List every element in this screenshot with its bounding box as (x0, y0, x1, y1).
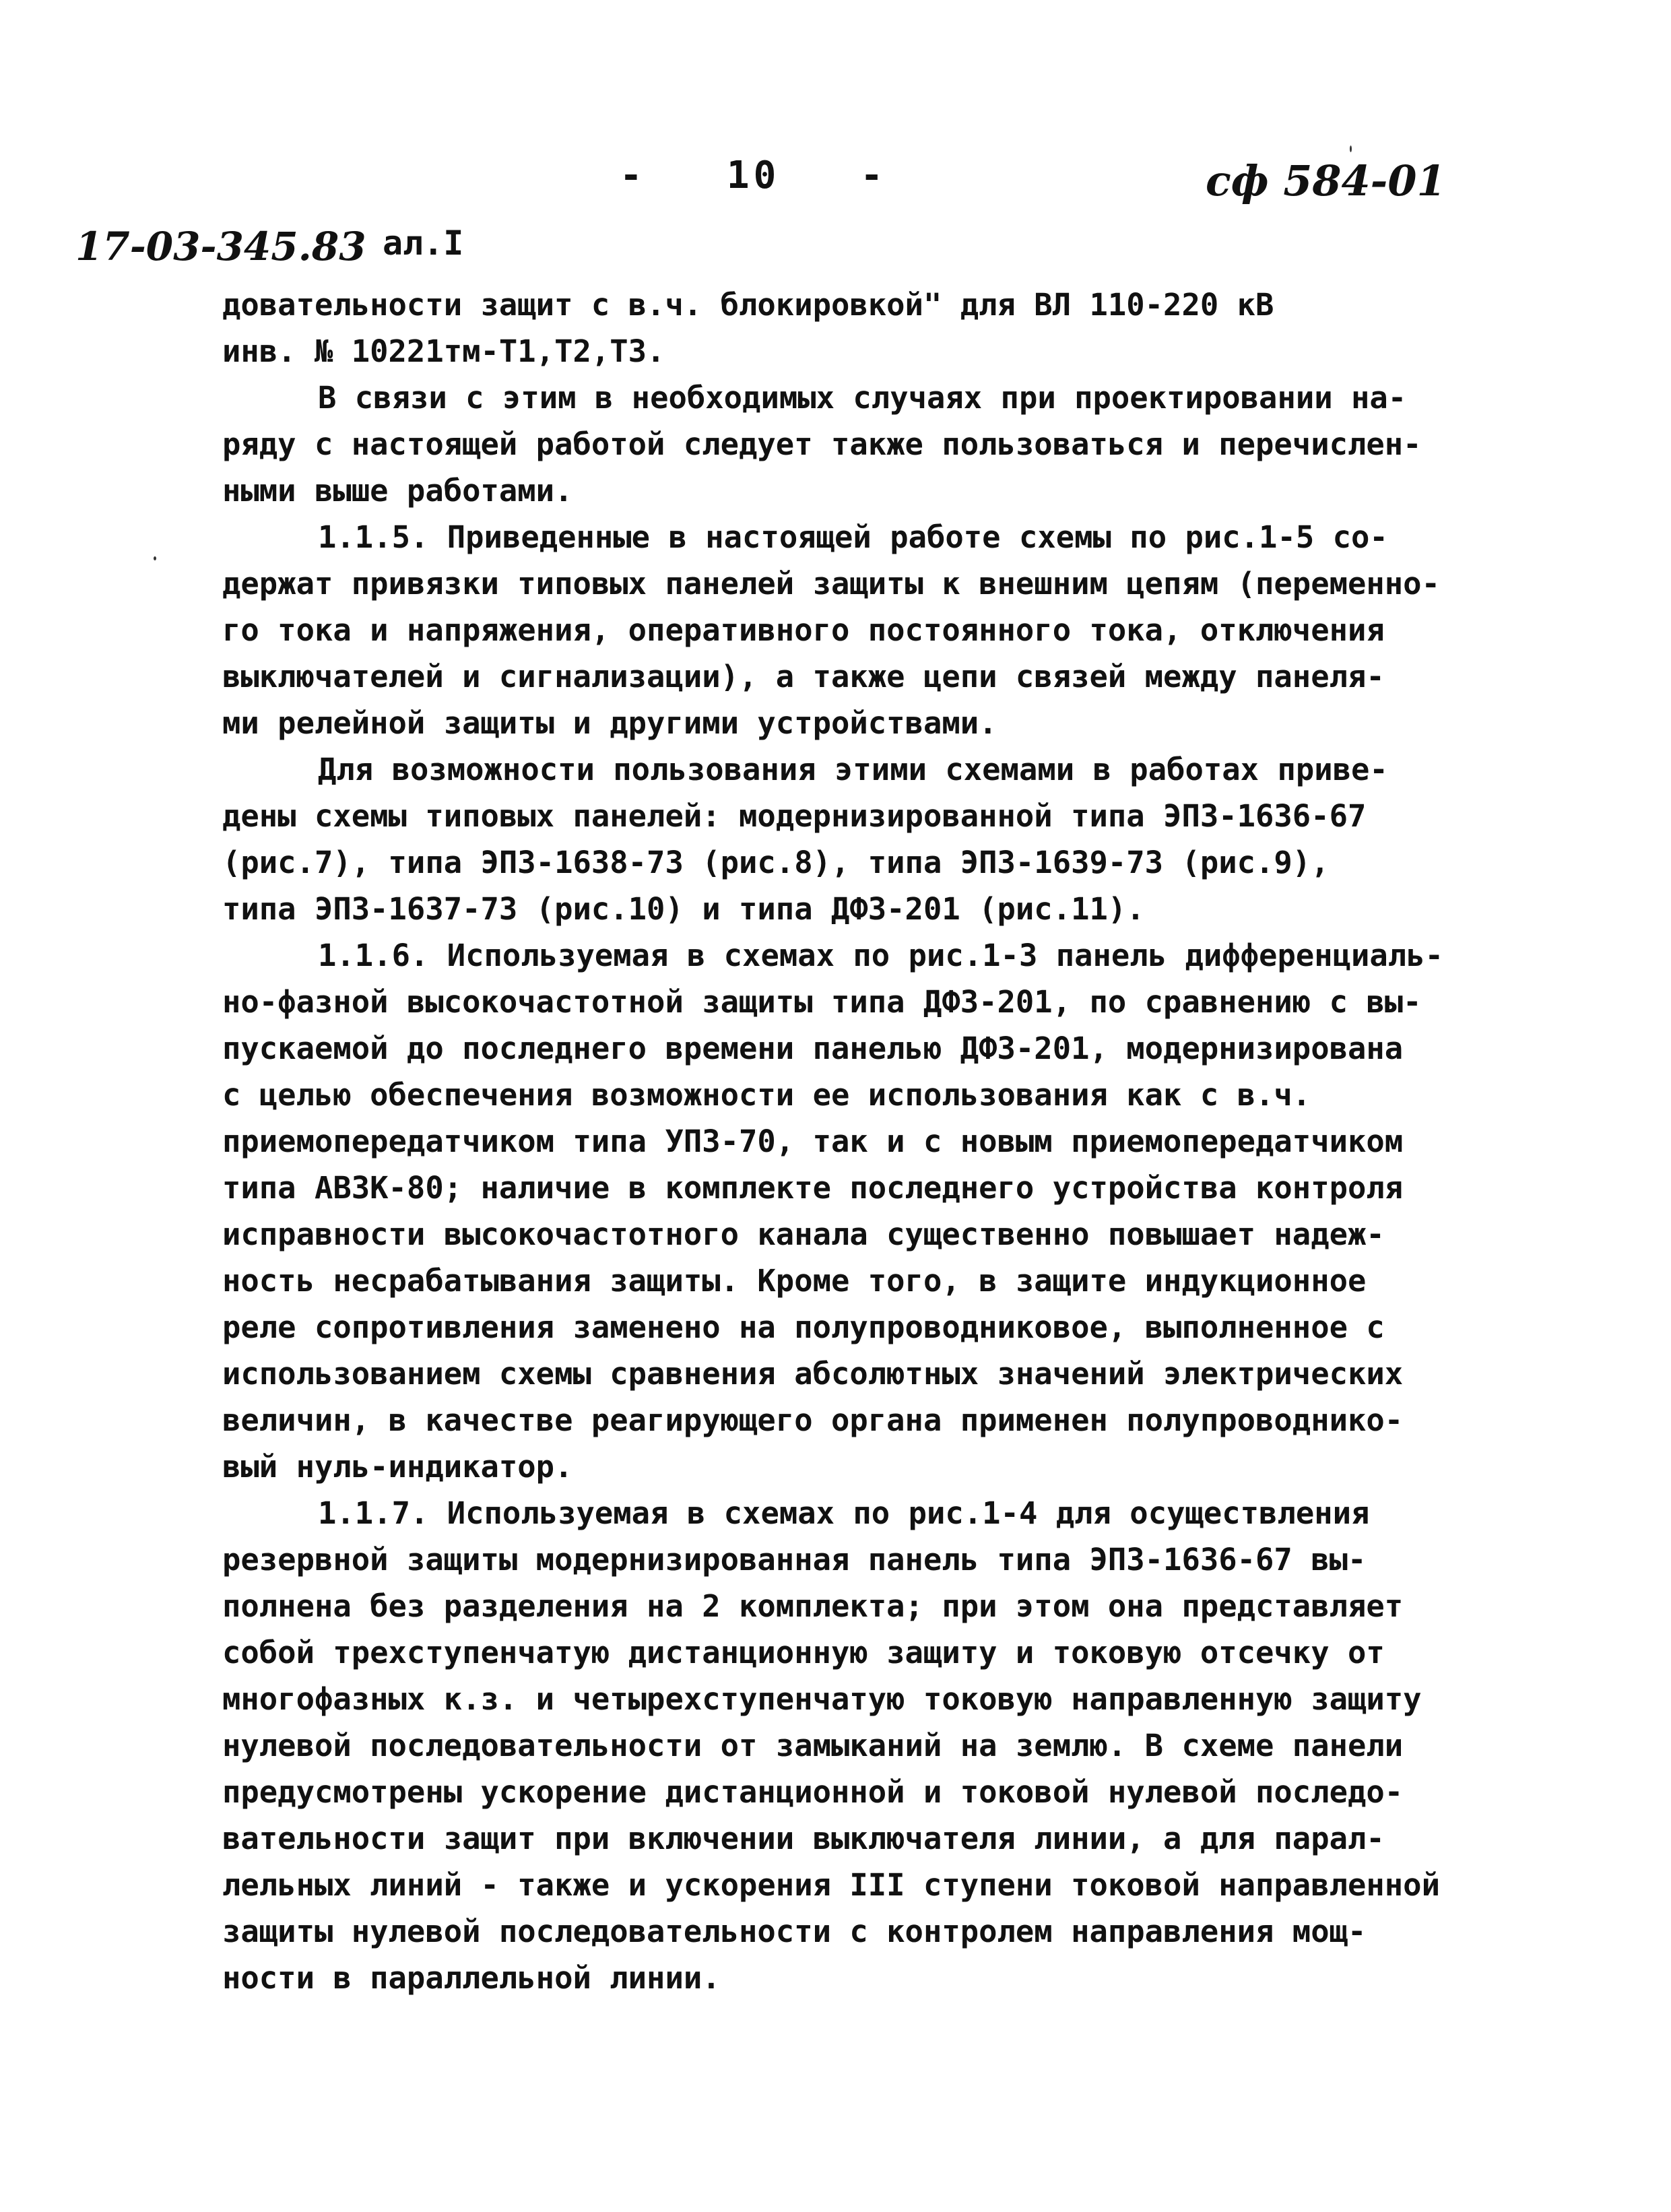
text-line: инв. № 10221тм-Т1,Т2,Т3. (222, 333, 665, 369)
sheet-label: ал.I (383, 224, 464, 263)
text-line: держат привязки типовых панелей защиты к внешним цепям (переменно- (222, 566, 1440, 601)
text-line: многофазных к.з. и четырехступенчатую токовую направленную защиту (222, 1681, 1422, 1717)
text-line: с целью обеспечения возможности ее использования как с в.ч. (222, 1077, 1311, 1113)
text-line: 1.1.5. Приведенные в настоящей работе схемы по рис.1-5 со- (318, 519, 1388, 555)
text-line: 1.1.7. Используемая в схемах по рис.1-4 для осуществления (318, 1495, 1370, 1531)
body-text (222, 282, 1475, 2001)
scan-speck (1350, 145, 1352, 152)
text-line: типа ЭПЗ-1637-73 (рис.10) и типа ДФЗ-201 (рис.11). (222, 891, 1145, 927)
text-line: (рис.7), типа ЭПЗ-1638-73 (рис.8), типа ЭПЗ-1639-73 (рис.9), (222, 845, 1330, 880)
text-line: выключателей и сигнализации), а также цепи связей между панеля- (222, 659, 1385, 694)
text-line: В связи с этим в необходимых случаях при проектировании на- (318, 380, 1407, 416)
text-line: полнена без разделения на 2 комплекта; при этом она представляет (222, 1588, 1404, 1624)
text-line: довательности защит с в.ч. блокировкой" для ВЛ 110-220 кВ (222, 287, 1274, 323)
document-code-left: 17-03-345.83 (75, 224, 366, 269)
text-line: исправности высокочастотного канала существенно повышает надеж- (222, 1216, 1385, 1252)
text-line: предусмотрены ускорение дистанционной и токовой нулевой последо- (222, 1774, 1404, 1810)
text-line: величин, в качестве реагирующего органа применен полупроводнико- (222, 1402, 1404, 1438)
text-line: Для возможности пользования этими схемами в работах приве- (318, 752, 1388, 787)
text-line: го тока и напряжения, оперативного постоянного тока, отключения (222, 612, 1385, 648)
text-line: защиты нулевой последовательности с контролем направления мощ- (222, 1914, 1367, 1949)
text-line: ми релейной защиты и другими устройствами. (222, 705, 997, 741)
document-code-right: сф 584-01 (1206, 156, 1446, 205)
text-line: резервной защиты модернизированная панель типа ЭПЗ-1636-67 вы- (222, 1542, 1367, 1577)
text-line: лельных линий - также и ускорения III ступени токовой направленной (222, 1867, 1440, 1903)
text-line: ными выше работами. (222, 473, 573, 509)
text-line: 1.1.6. Используемая в схемах по рис.1-3 панель дифференциаль- (318, 938, 1443, 973)
text-line: ность несрабатывания защиты. Кроме того, в защите индукционное (222, 1263, 1367, 1299)
text-line: дены схемы типовых панелей: модернизированной типа ЭПЗ-1636-67 (222, 798, 1367, 834)
text-line: вательности защит при включении выключателя линии, а для парал- (222, 1821, 1385, 1856)
text-line: нулевой последовательности от замыканий на землю. В схеме панели (222, 1728, 1404, 1763)
text-line: реле сопротивления заменено на полупроводниковое, выполненное с (222, 1309, 1385, 1345)
text-line: использованием схемы сравнения абсолютных значений электрических (222, 1356, 1404, 1392)
text-line: собой трехступенчатую дистанционную защиту и токовую отсечку от (222, 1635, 1385, 1670)
text-line: приемопередатчиком типа УПЗ-70, так и с новым приемопередатчиком (222, 1124, 1404, 1159)
text-line: ности в параллельной линии. (222, 1960, 721, 1996)
text-line: вый нуль-индикатор. (222, 1449, 573, 1485)
text-line: пускаемой до последнего времени панелью ДФЗ-201, модернизирована (222, 1031, 1404, 1066)
scan-speck (154, 556, 156, 560)
text-line: но-фазной высокочастотной защиты типа ДФЗ-201, по сравнению с вы- (222, 984, 1422, 1020)
page-number: - 10 - (620, 154, 888, 197)
text-line: ряду с настоящей работой следует также пользоваться и перечислен- (222, 426, 1422, 462)
text-line: типа АВЗК-80; наличие в комплекте последнего устройства контроля (222, 1170, 1404, 1206)
